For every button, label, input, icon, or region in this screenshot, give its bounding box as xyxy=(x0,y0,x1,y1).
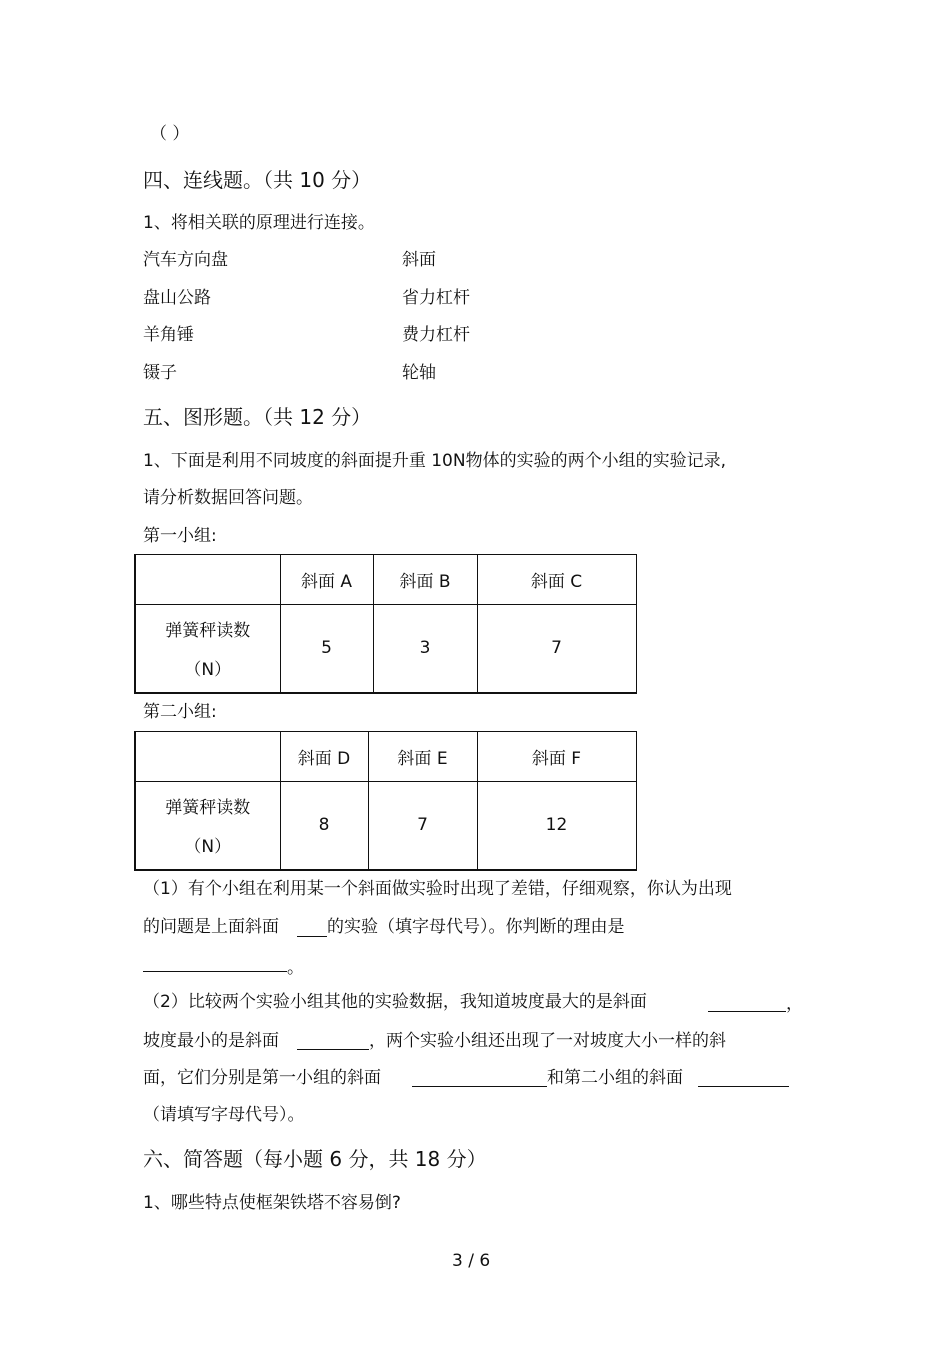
match-left-item: 羊角锤 xyxy=(143,325,194,345)
sub-question-2-line-2b: ，两个实验小组还出现了一对坡度大小一样的斜 xyxy=(369,1031,726,1051)
sub-question-2-line-3b: 和第二小组的斜面 xyxy=(547,1068,683,1088)
answer-blank[interactable] xyxy=(412,1086,547,1087)
table-value-cell: 3 xyxy=(373,605,477,693)
group-1-table xyxy=(134,554,637,694)
match-left-item: 盘山公路 xyxy=(143,288,211,308)
table-header-row xyxy=(135,555,636,605)
answer-blank[interactable] xyxy=(708,1011,786,1012)
match-right-item: 轮轴 xyxy=(402,363,436,383)
table-header-cell: 斜面 E xyxy=(368,732,477,782)
group-2-label: 第二小组: xyxy=(143,702,217,722)
table-row xyxy=(135,782,636,870)
sub-question-2-line-1-end: ， xyxy=(786,994,803,1014)
match-left-item: 汽车方向盘 xyxy=(143,250,228,270)
sub-question-2-line-3a: 面，它们分别是第一小组的斜面 xyxy=(143,1068,381,1088)
group-2-table xyxy=(134,731,637,871)
sub-question-2-line-2a: 坡度最小的是斜面 xyxy=(143,1031,279,1051)
section-4-question-1: 1、将相关联的原理进行连接。 xyxy=(143,213,375,233)
match-right-item: 省力杠杆 xyxy=(402,288,470,308)
table-header-cell: 斜面 C xyxy=(477,555,636,605)
table-corner-cell xyxy=(135,732,280,782)
answer-brackets: （ ） xyxy=(150,124,190,144)
row-label-cell xyxy=(135,782,280,870)
table-row xyxy=(135,605,636,693)
answer-blank[interactable] xyxy=(143,971,287,972)
sub-question-2-line-1: （2）比较两个实验小组其他的实验数据，我知道坡度最大的是斜面 xyxy=(143,992,647,1012)
table-value-cell: 8 xyxy=(280,782,368,870)
group-1-label: 第一小组: xyxy=(143,526,217,546)
answer-blank[interactable] xyxy=(698,1086,789,1087)
table-header-cell: 斜面 D xyxy=(280,732,368,782)
table-value-cell: 7 xyxy=(368,782,477,870)
table-header-cell: 斜面 A xyxy=(280,555,373,605)
row-label-cell xyxy=(135,605,280,693)
match-left-item: 镊子 xyxy=(143,363,177,383)
section-5-question-line-1: 1、下面是利用不同坡度的斜面提升重 10N物体的实验的两个小组的实验记录, xyxy=(143,451,726,471)
table-header-row xyxy=(135,732,636,782)
table-value-cell: 7 xyxy=(477,605,636,693)
table-value-cell: 5 xyxy=(280,605,373,693)
answer-blank[interactable] xyxy=(297,1049,369,1050)
table-header-cell: 斜面 F xyxy=(477,732,636,782)
match-right-item: 费力杠杆 xyxy=(402,325,470,345)
section-6-title: 六、简答题（每小题 6 分，共 18 分） xyxy=(143,1147,487,1171)
sub-question-1-line-2b: 的实验（填字母代号）。你判断的理由是 xyxy=(327,917,625,937)
page-number: 3 / 6 xyxy=(452,1251,491,1271)
sub-question-1-end: 。 xyxy=(287,958,304,978)
row-label-main: 弹簧秤读数 xyxy=(165,621,251,642)
section-5-question-line-2: 请分析数据回答问题。 xyxy=(143,488,313,508)
table-value-cell: 12 xyxy=(477,782,636,870)
answer-blank[interactable] xyxy=(297,936,327,937)
row-label-unit: （N） xyxy=(184,660,232,681)
section-6-question-1: 1、哪些特点使框架铁塔不容易倒? xyxy=(143,1193,401,1213)
sub-question-1-line-2a: 的问题是上面斜面 xyxy=(143,917,279,937)
sub-question-2-line-4: （请填写字母代号）。 xyxy=(143,1105,305,1125)
section-5-title: 五、图形题。（共 12 分） xyxy=(143,405,372,429)
sub-question-1-line-1: （1）有个小组在利用某一个斜面做实验时出现了差错，仔细观察，你认为出现 xyxy=(143,879,732,899)
row-label-main: 弹簧秤读数 xyxy=(165,798,251,819)
row-label-unit: （N） xyxy=(184,837,232,858)
table-header-cell: 斜面 B xyxy=(373,555,477,605)
section-4-title: 四、连线题。（共 10 分） xyxy=(143,168,372,192)
match-right-item: 斜面 xyxy=(402,250,436,270)
table-corner-cell xyxy=(135,555,280,605)
